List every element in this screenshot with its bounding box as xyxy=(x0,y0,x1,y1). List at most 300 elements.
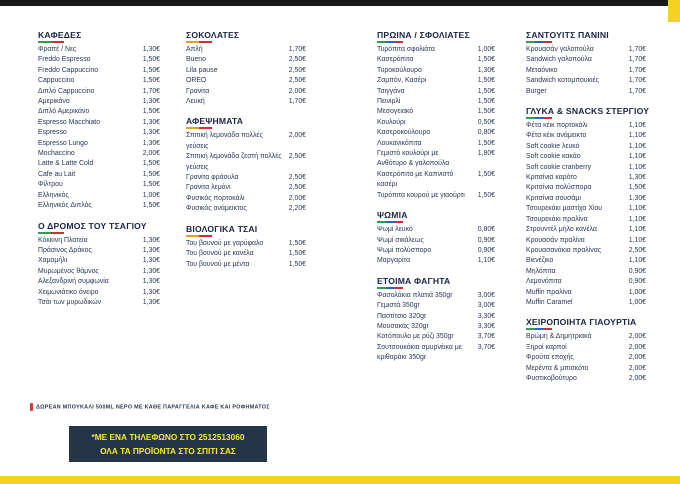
item-price: 0,90€ xyxy=(628,267,646,275)
section-title: ΣΟΚΟΛΑΤΕΣ xyxy=(186,30,306,42)
item-price: 1,50€ xyxy=(477,56,495,64)
item-name: Αμερικάνο xyxy=(38,98,70,106)
menu-item xyxy=(526,76,646,86)
menu-item xyxy=(377,118,495,128)
item-name: Πράσινος Δράκος xyxy=(38,246,92,254)
item-price: 1,30€ xyxy=(142,118,160,126)
menu-column-2 xyxy=(186,30,306,279)
item-name: Τυροκούλουρο xyxy=(377,66,422,74)
item-name: Cafe au Lait xyxy=(38,170,76,178)
item-name: Κοτόπουλο με ρύζι 350gr xyxy=(377,333,454,341)
item-name: Φυστικοβούτυρο xyxy=(526,374,577,382)
item-price: 1,50€ xyxy=(142,56,160,64)
item-price: 0,90€ xyxy=(477,236,495,244)
menu-item xyxy=(186,87,306,97)
menu-item xyxy=(186,204,306,214)
item-price: 1,10€ xyxy=(628,142,646,150)
section-title: ΓΛΥΚΑ & SNACKS ΣΤΕΡΓΙΟΥ xyxy=(526,106,650,117)
menu-item xyxy=(526,152,646,162)
item-price: 1,50€ xyxy=(477,170,495,178)
item-name: Βιενέζικο xyxy=(526,257,554,265)
menu-item xyxy=(377,246,495,256)
menu-item xyxy=(38,66,160,76)
item-name: Μουσακάς 320gr xyxy=(377,322,429,330)
item-price: 1,30€ xyxy=(142,278,160,286)
item-price: 1,30€ xyxy=(142,257,160,265)
item-name: Σουτσουκάκια σμυρνέικα με κριθαράκι 350gr xyxy=(377,343,462,362)
menu-item xyxy=(186,183,306,193)
item-name: Μεταόνικο xyxy=(526,66,558,74)
menu-item xyxy=(38,180,160,190)
menu-item xyxy=(186,131,306,152)
menu-item xyxy=(38,139,160,149)
item-price: 2,00€ xyxy=(628,343,646,351)
free-water-promo xyxy=(30,403,270,411)
section-title: ΨΩΜΙΑ xyxy=(377,210,495,222)
item-name: Του βουνού με γαρύφαλο xyxy=(186,239,264,247)
item-name: Κόκκινη Πλατεία xyxy=(38,236,88,244)
menu-item xyxy=(526,66,646,76)
menu-item xyxy=(526,343,646,353)
item-price: 1,50€ xyxy=(288,260,306,268)
item-name: Ζαμπόν, Κασέρι xyxy=(377,77,427,85)
menu-item xyxy=(377,343,495,364)
item-price: 1,30€ xyxy=(628,174,646,182)
item-price: 0,50€ xyxy=(477,118,495,126)
item-price: 2,00€ xyxy=(142,150,160,158)
item-price: 1,30€ xyxy=(142,236,160,244)
item-price: 2,50€ xyxy=(288,153,306,161)
phone-line-2: ΟΛΑ ΤΑ ΠΡΟΪΟΝΤΑ ΣΤΟ ΣΠΙΤΙ ΣΑΣ xyxy=(100,446,236,456)
item-name: Τυρόπιτα σφολιάτα xyxy=(377,46,435,53)
item-name: Soft cookie λευκό xyxy=(526,142,580,150)
menu-item xyxy=(526,267,646,277)
menu-column-1 xyxy=(38,30,160,317)
menu-item xyxy=(186,194,306,204)
item-name: Mochaccino xyxy=(38,150,75,158)
item-price: 1,00€ xyxy=(477,46,495,53)
menu-item xyxy=(377,55,495,65)
menu-item xyxy=(186,173,306,183)
item-price: 1,80€ xyxy=(477,150,495,158)
item-name: Παστίτσιο 320gr xyxy=(377,312,427,320)
item-price: 1,30€ xyxy=(142,267,160,275)
item-name: Soft cookie κακάο xyxy=(526,153,581,161)
menu-item xyxy=(526,256,646,266)
item-price: 1,10€ xyxy=(628,153,646,161)
item-name: Ψωμί πολύσπορο xyxy=(377,246,432,254)
item-price: 1,30€ xyxy=(142,139,160,147)
menu-item xyxy=(526,236,646,246)
item-price: 2,00€ xyxy=(628,354,646,362)
item-price: 1,30€ xyxy=(142,129,160,137)
item-name: Sandwich κοτομπουκιές xyxy=(526,77,599,85)
item-price: 2,00€ xyxy=(628,364,646,372)
item-name: Κρουασάν πραλίνα xyxy=(526,236,585,244)
item-price: 3,00€ xyxy=(477,291,495,299)
item-name: Sandwich γαλοπούλα xyxy=(526,56,592,64)
menu-item xyxy=(186,55,306,65)
item-name: Φραπέ / Νες xyxy=(38,46,77,53)
item-name: Κριτσίνια πολύσπορα xyxy=(526,184,592,192)
item-name: Βρώμη & Δημητριακά xyxy=(526,333,592,341)
menu-section xyxy=(526,317,646,384)
item-price: 1,70€ xyxy=(628,77,646,85)
menu-item xyxy=(186,97,306,107)
menu-section xyxy=(186,116,306,214)
item-price: 1,30€ xyxy=(142,288,160,296)
item-name: Ψωμί λευκό xyxy=(377,226,413,234)
item-price: 1,50€ xyxy=(477,98,495,106)
item-price: 2,50€ xyxy=(288,56,306,64)
menu-section xyxy=(186,224,306,270)
menu-item xyxy=(377,256,495,266)
item-name: Κρουασάν γαλοπούλα xyxy=(526,46,594,53)
section-title: ΧΕΙΡΟΠΟΙΗΤΑ ΓΙΑΟΥΡΤΙΑ xyxy=(526,317,646,329)
menu-item xyxy=(38,267,160,277)
item-price: 1,70€ xyxy=(628,46,646,53)
item-name: Γρανίτα φράουλα xyxy=(186,174,239,182)
item-name: Κασεροκούλουρο xyxy=(377,129,431,137)
item-name: Κουλούρι xyxy=(377,118,406,126)
item-name: Burger xyxy=(526,87,547,95)
menu-item xyxy=(377,291,495,301)
item-price: 1,50€ xyxy=(477,87,495,95)
item-price: 1,30€ xyxy=(628,194,646,202)
item-price: 1,00€ xyxy=(142,191,160,199)
item-name: Μυρωμένος θάμνος xyxy=(38,267,99,275)
item-name: Ψωμί σικάλεως xyxy=(377,236,424,244)
item-price: 1,30€ xyxy=(142,246,160,254)
item-name: Σπιτική λεμονάδα πολλές γεύσεις xyxy=(186,132,263,150)
menu-item xyxy=(526,332,646,342)
menu-item xyxy=(526,131,646,141)
item-price: 1,70€ xyxy=(288,98,306,106)
menu-item xyxy=(377,332,495,342)
menu-column-3 xyxy=(377,30,495,373)
item-price: 2,50€ xyxy=(628,246,646,254)
item-name: Τσουρεκάκι πραλίνα xyxy=(526,215,588,223)
item-name: Muffin Caramel xyxy=(526,298,573,306)
menu-item xyxy=(38,246,160,256)
menu-item xyxy=(526,225,646,235)
menu-item xyxy=(377,139,495,149)
item-price: 1,50€ xyxy=(477,139,495,147)
menu-section xyxy=(38,221,160,309)
item-name: Bueno xyxy=(186,56,206,64)
menu-section xyxy=(526,30,646,97)
item-name: Γρανίτα λεμόνι xyxy=(186,184,231,192)
item-name: Στρουντέλ μήλο κανέλα xyxy=(526,226,597,234)
item-name: Κασερόπιτα με Καπνιστό κασέρι xyxy=(377,170,454,189)
item-name: Latte & Latte Cold xyxy=(38,160,94,168)
bottom-border xyxy=(0,476,680,484)
menu-item xyxy=(377,236,495,246)
menu-section xyxy=(186,30,306,107)
item-price: 1,10€ xyxy=(628,236,646,244)
item-name: Κριτσίνια καρότο xyxy=(526,174,577,182)
item-price: 3,00€ xyxy=(477,302,495,310)
menu-item xyxy=(526,183,646,193)
menu-item xyxy=(526,87,646,97)
item-name: Φρούτα εποχής xyxy=(526,354,574,362)
menu-item xyxy=(377,301,495,311)
item-name: Λουκανικόπιτα xyxy=(377,139,422,147)
item-name: Κρουασανάκια πραλίνας xyxy=(526,246,602,254)
menu-item xyxy=(38,55,160,65)
item-name: Cappuccino xyxy=(38,77,75,85)
menu-section xyxy=(377,210,495,267)
menu-item xyxy=(377,322,495,332)
menu-item xyxy=(377,76,495,86)
menu-item xyxy=(38,128,160,138)
phone-line-1: *ΜΕ ΕΝΑ ΤΗΛΕΦΩΝΟ ΣΤΟ 2512513060 xyxy=(91,432,245,442)
section-title: ΚΑΦΕΔΕΣ xyxy=(38,30,160,42)
menu-item xyxy=(186,45,306,55)
item-price: 0,90€ xyxy=(477,246,495,254)
item-price: 0,80€ xyxy=(477,129,495,137)
item-name: Ελληνικός xyxy=(38,191,69,199)
item-price: 3,70€ xyxy=(477,333,495,341)
menu-item xyxy=(526,353,646,363)
item-name: Φυσικός ανάμεικτος xyxy=(186,205,247,213)
item-price: 1,30€ xyxy=(142,298,160,306)
item-name: Λεμονόπιτα xyxy=(526,278,562,286)
item-price: 2,00€ xyxy=(628,374,646,382)
item-name: Διπλό Cappuccino xyxy=(38,87,95,95)
item-price: 1,30€ xyxy=(142,98,160,106)
item-price: 1,50€ xyxy=(477,191,495,199)
item-name: Γρανίτα xyxy=(186,87,210,95)
menu-item xyxy=(526,194,646,204)
item-price: 1,70€ xyxy=(142,87,160,95)
item-price: 1,30€ xyxy=(142,46,160,53)
section-title: ΑΦΕΨΗΜΑΤΑ xyxy=(186,116,306,128)
item-name: Ξηροί καρποί xyxy=(526,343,567,351)
menu-item xyxy=(526,298,646,308)
item-name: Γεμιστό κουλούρι με Ανθότυρο & γαλοπούλα xyxy=(377,150,450,168)
item-price: 1,70€ xyxy=(628,87,646,95)
item-price: 1,50€ xyxy=(288,239,306,247)
item-price: 1,00€ xyxy=(628,298,646,306)
menu-item xyxy=(526,215,646,225)
menu-item xyxy=(377,312,495,322)
menu-item xyxy=(186,76,306,86)
menu-item xyxy=(186,152,306,173)
item-name: Soft cookie cranberry xyxy=(526,163,592,171)
item-price: 1,10€ xyxy=(628,122,646,130)
item-name: Φέτα κέικ πορτοκάλι xyxy=(526,122,588,130)
item-name: Του βουνού με μέντα xyxy=(186,260,250,268)
item-name: Freddo Espresso xyxy=(38,56,91,64)
item-price: 1,70€ xyxy=(628,66,646,74)
menu-item xyxy=(526,277,646,287)
item-price: 1,50€ xyxy=(142,170,160,178)
promo-text: ΔΩΡΕΑΝ ΜΠΟΥΚΑΛΙ 500ML ΝΕΡΟ ΜΕ ΚΑΘΕ ΠΑΡΑΓΓΕΛΙΑ ΚΑΦΕ ΚΑΙ ΡΟΦΗΜΑΤΟΣ xyxy=(36,404,270,411)
menu-item xyxy=(377,45,495,55)
item-price: 2,50€ xyxy=(288,174,306,182)
item-price: 1,50€ xyxy=(142,77,160,85)
item-name: Τυρόπιτα κουρού με γιαούρτι xyxy=(377,191,465,199)
item-name: Τσουρεκάκι μαστίχα Χίου xyxy=(526,205,603,213)
menu-item xyxy=(526,173,646,183)
item-name: Χειμωνιάτικο όνειρο xyxy=(38,288,99,296)
item-name: Κριτσίνια σουσάμι xyxy=(526,194,581,202)
item-price: 2,20€ xyxy=(288,205,306,213)
menu-item xyxy=(377,107,495,117)
menu-item xyxy=(38,159,160,169)
menu-column-4 xyxy=(526,30,650,393)
menu-item xyxy=(377,149,495,170)
item-price: 1,00€ xyxy=(628,288,646,296)
menu-item xyxy=(377,66,495,76)
menu-item xyxy=(38,97,160,107)
item-name: Αλεξανδρινή συμφωνία xyxy=(38,278,109,286)
item-name: Διπλό Αμερικάνο xyxy=(38,108,90,116)
item-name: Μερέντα & μπισκότο xyxy=(526,364,589,372)
menu-item xyxy=(526,163,646,173)
item-price: 2,00€ xyxy=(288,132,306,140)
item-price: 2,50€ xyxy=(288,77,306,85)
menu-item xyxy=(186,66,306,76)
menu-item xyxy=(526,246,646,256)
item-name: Μηλόπιτα xyxy=(526,267,556,275)
menu-item xyxy=(377,225,495,235)
item-name: Φέτα κέικ ανάμεικτο xyxy=(526,132,587,140)
menu-section xyxy=(377,30,495,201)
item-name: Απλή xyxy=(186,46,203,53)
item-name: Ελληνικός Διπλός xyxy=(38,202,92,210)
menu-item xyxy=(377,128,495,138)
section-title: Ο ΔΡΟΜΟΣ ΤΟΥ ΤΣΑΓΙΟΥ xyxy=(38,221,160,233)
item-name: Espresso Lungo xyxy=(38,139,88,147)
item-price: 2,00€ xyxy=(628,333,646,341)
menu-section xyxy=(377,276,495,364)
item-price: 1,50€ xyxy=(142,160,160,168)
menu-item xyxy=(526,121,646,131)
item-price: 1,10€ xyxy=(628,132,646,140)
item-price: 1,50€ xyxy=(142,66,160,74)
item-name: Λευκή xyxy=(186,98,205,106)
menu-section xyxy=(526,106,650,308)
item-name: Σπιτική λεμονάδα ζεστή πολλές γεύσεις xyxy=(186,153,282,171)
item-price: 1,50€ xyxy=(628,184,646,192)
item-price: 1,50€ xyxy=(477,108,495,116)
item-name: Τσιγγάνα xyxy=(377,87,405,95)
menu-item xyxy=(377,87,495,97)
menu-item xyxy=(377,97,495,107)
item-price: 3,30€ xyxy=(477,312,495,320)
item-name: Γεμιστά 350gr xyxy=(377,302,420,310)
menu-item xyxy=(526,374,646,384)
item-price: 1,50€ xyxy=(142,181,160,189)
menu-item xyxy=(377,191,495,201)
menu-item xyxy=(38,277,160,287)
menu-item xyxy=(38,236,160,246)
menu-item xyxy=(38,298,160,308)
item-name: Πεινιρλί xyxy=(377,98,401,106)
item-price: 0,80€ xyxy=(477,226,495,234)
item-price: 1,70€ xyxy=(288,46,306,53)
menu-item xyxy=(186,249,306,259)
item-price: 2,50€ xyxy=(288,184,306,192)
menu-item xyxy=(38,256,160,266)
menu-item xyxy=(526,55,646,65)
item-price: 1,10€ xyxy=(628,215,646,223)
menu-item xyxy=(38,149,160,159)
menu-item xyxy=(186,260,306,270)
menu-item xyxy=(38,45,160,55)
menu-item xyxy=(38,288,160,298)
item-name: Espresso xyxy=(38,129,67,137)
phone-order-banner xyxy=(69,426,267,462)
item-name: Τσάι των μυρωδικών xyxy=(38,298,102,306)
item-name: Φίλτρου xyxy=(38,181,63,189)
menu-section xyxy=(38,30,160,212)
menu-item xyxy=(38,170,160,180)
menu-item xyxy=(526,288,646,298)
section-title: ΣΑΝΤΟΥΙΤΣ ΠΑΝΙΝΙ xyxy=(526,30,646,42)
item-name: Μεσογειακό xyxy=(377,108,414,116)
menu-item xyxy=(38,107,160,117)
item-name: Freddo Cappuccino xyxy=(38,66,99,74)
menu-item xyxy=(38,87,160,97)
item-price: 3,30€ xyxy=(477,322,495,330)
item-name: Μαργαρίτα xyxy=(377,257,411,265)
item-name: Φυσικός πορτοκάλι xyxy=(186,194,245,202)
item-price: 2,50€ xyxy=(288,66,306,74)
menu-item xyxy=(526,45,646,55)
item-price: 1,10€ xyxy=(628,205,646,213)
item-price: 1,50€ xyxy=(142,108,160,116)
item-name: Φασολάκια πλατιά 350gr xyxy=(377,291,453,299)
menu-item xyxy=(186,239,306,249)
item-price: 0,90€ xyxy=(628,278,646,286)
section-title: ΒΙΟΛΟΓΙΚΑ ΤΣΑΙ xyxy=(186,224,306,236)
menu-item xyxy=(38,201,160,211)
item-price: 1,10€ xyxy=(477,257,495,265)
item-name: Κασερόπιτα xyxy=(377,56,414,64)
item-price: 1,10€ xyxy=(628,163,646,171)
item-price: 1,30€ xyxy=(477,66,495,74)
item-price: 1,50€ xyxy=(477,77,495,85)
item-name: Muffin πραλίνα xyxy=(526,288,572,296)
section-title: ΠΡΩΙΝΑ / ΣΦΟΛΙΑΤΕΣ xyxy=(377,30,495,42)
menu-item xyxy=(38,191,160,201)
menu-item xyxy=(377,170,495,191)
item-price: 2,00€ xyxy=(288,87,306,95)
item-name: Espresso Macchiato xyxy=(38,118,101,126)
item-name: OREO xyxy=(186,77,207,85)
item-price: 1,70€ xyxy=(628,56,646,64)
menu-item xyxy=(526,364,646,374)
item-name: Lila pause xyxy=(186,66,218,74)
item-price: 2,00€ xyxy=(288,194,306,202)
water-bottle-icon xyxy=(30,403,33,411)
item-price: 1,10€ xyxy=(628,226,646,234)
item-price: 3,70€ xyxy=(477,343,495,351)
menu-item xyxy=(526,142,646,152)
item-price: 1,50€ xyxy=(142,202,160,210)
menu-item xyxy=(526,204,646,214)
menu-item xyxy=(38,118,160,128)
item-price: 1,50€ xyxy=(288,250,306,258)
menu-item xyxy=(38,76,160,86)
item-name: Χαμομήλι xyxy=(38,257,68,265)
item-name: Του βουνού με κανέλα xyxy=(186,250,254,258)
section-title: ΕΤΟΙΜΑ ΦΑΓΗΤΑ xyxy=(377,276,495,288)
item-price: 1,10€ xyxy=(628,257,646,265)
